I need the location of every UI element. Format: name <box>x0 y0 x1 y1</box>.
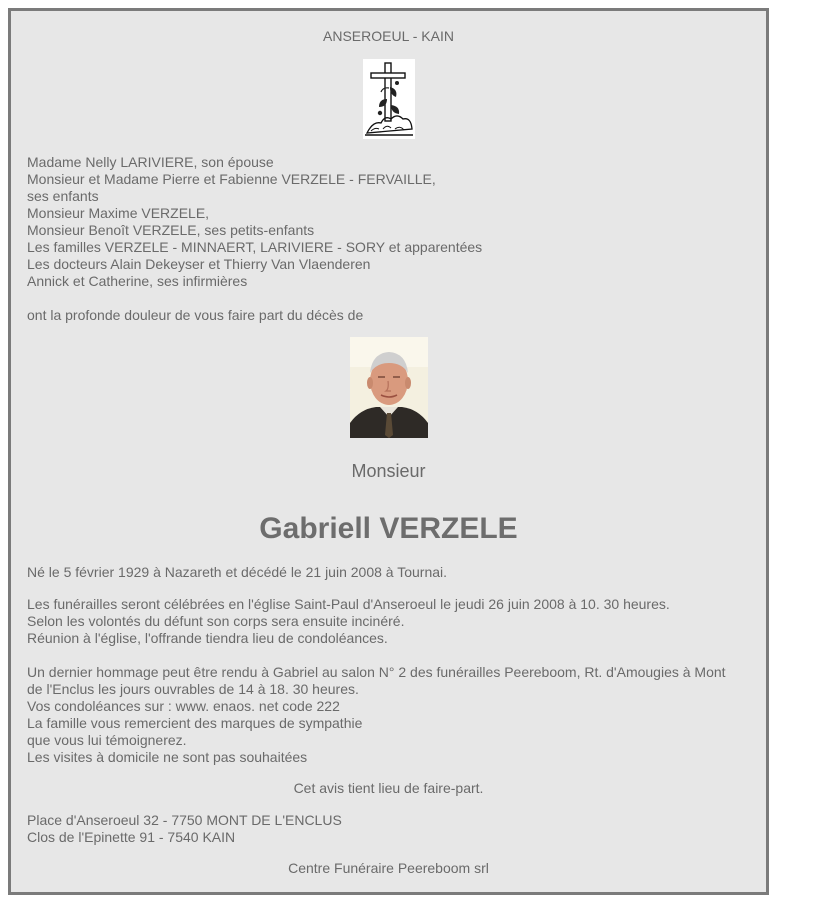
address-line: Place d'Anseroeul 32 - 7750 MONT DE L'ENCLUS <box>27 812 342 828</box>
family-line: Les docteurs Alain Dekeyser et Thierry Van Vlaenderen <box>27 256 371 272</box>
address-line: Clos de l'Epinette 91 - 7540 KAIN <box>27 829 236 845</box>
deceased-portrait <box>350 337 428 438</box>
announcement-text: ont la profonde douleur de vous faire part du décès de <box>27 307 364 323</box>
family-line: Madame Nelly LARIVIERE, son épouse <box>27 154 274 170</box>
tribute-line: de l'Enclus les jours ouvrables de 14 à 18. 30 heures. <box>27 681 359 697</box>
deceased-name: Gabriell VERZELE <box>259 512 518 545</box>
tribute-line: La famille vous remercient des marques de sympathie <box>27 715 363 731</box>
family-line: Monsieur Maxime VERZELE, <box>27 205 210 221</box>
footer-text: Centre Funéraire Peereboom srl <box>288 860 489 876</box>
deceased-title: Monsieur <box>351 461 426 481</box>
family-line: Annick et Catherine, ses infirmières <box>27 273 248 289</box>
obituary-card <box>8 8 769 895</box>
family-line: ses enfants <box>27 188 99 204</box>
funeral-line: Les funérailles seront célébrées en l'église Saint-Paul d'Anseroeul le jeudi 26 juin 2008 à 10. 30 heures. <box>27 596 670 612</box>
family-line: Monsieur et Madame Pierre et Fabienne VERZELE - FERVAILLE, <box>27 171 436 187</box>
tribute-line: Un dernier hommage peut être rendu à Gabriel au salon N° 2 des funérailles Peereboom, Rt. d'Amougies à Mont <box>27 664 726 680</box>
family-line: Monsieur Benoît VERZELE, ses petits-enfants <box>27 222 315 238</box>
funeral-line: Selon les volontés du défunt son corps sera ensuite incinéré. <box>27 613 405 629</box>
place-header: ANSEROEUL - KAIN <box>323 28 454 44</box>
birth-death-text: Né le 5 février 1929 à Nazareth et décédé le 21 juin 2008 à Tournai. <box>27 564 448 580</box>
cross-icon <box>363 59 415 139</box>
tribute-line: Vos condoléances sur : www. enaos. net code 222 <box>27 698 340 714</box>
funeral-line: Réunion à l'église, l'offrande tiendra lieu de condoléances. <box>27 630 388 646</box>
family-line: Les familles VERZELE - MINNAERT, LARIVIERE - SORY et apparentées <box>27 239 483 255</box>
tribute-line: Les visites à domicile ne sont pas souhaitées <box>27 749 308 765</box>
notice-text: Cet avis tient lieu de faire-part. <box>293 780 484 796</box>
tribute-line: que vous lui témoignerez. <box>27 732 187 748</box>
